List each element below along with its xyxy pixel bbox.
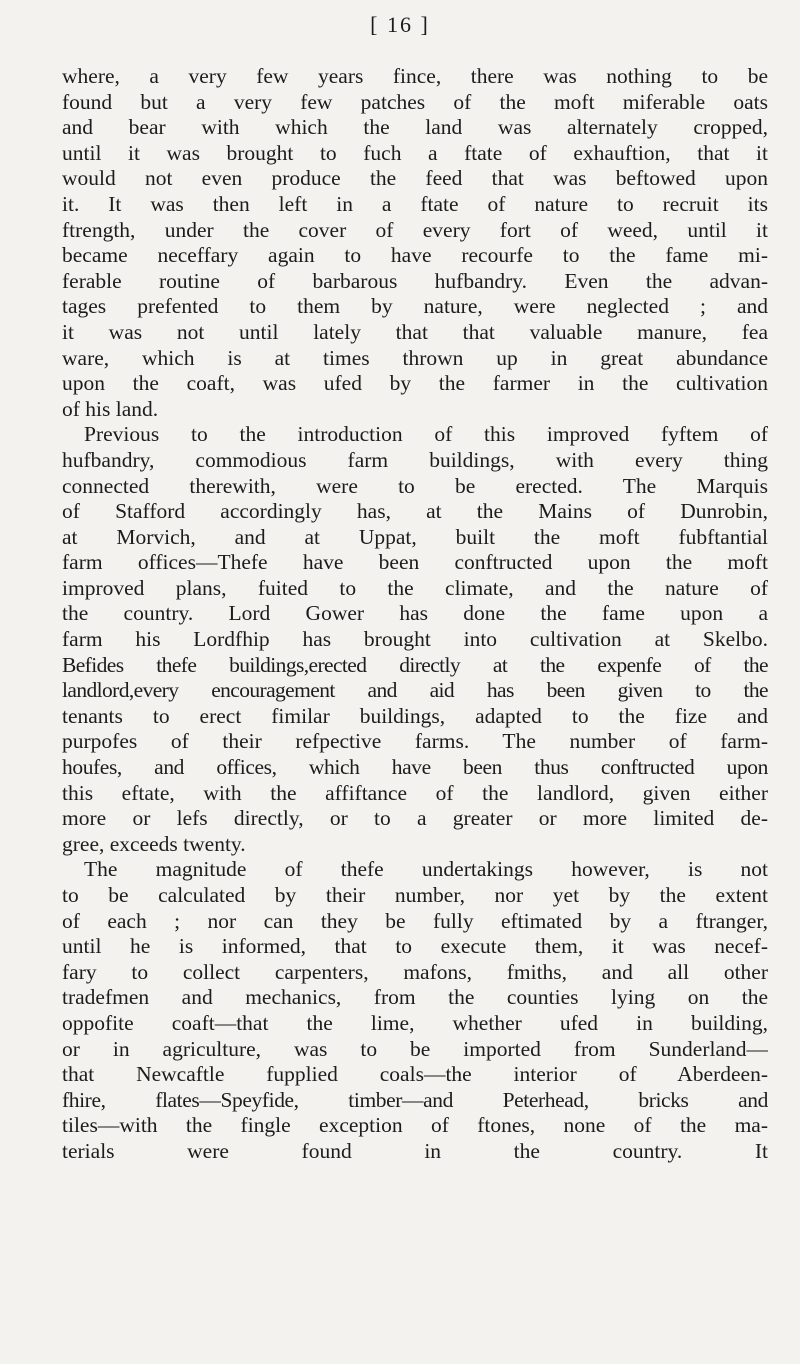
text-line: that Newcaftle fupplied coals—the interior of Aberdeen- bbox=[62, 1062, 768, 1087]
text-line: connected therewith, were to be erected. The Marquis bbox=[62, 473, 768, 498]
text-line: found but a very few patches of the moft miferable oats bbox=[62, 89, 768, 114]
text-line: tenants to erect fimilar buildings, adapted to the fize and bbox=[62, 703, 768, 728]
text-line: fary to collect carpenters, mafons, fmiths, and all other bbox=[62, 959, 768, 984]
text-line: where, a very few years fince, there was nothing to be bbox=[62, 64, 768, 88]
text-line: of Stafford accordingly has, at the Mains of Dunrobin, bbox=[62, 499, 768, 524]
body-text bbox=[62, 64, 768, 1165]
text-line: it was not until lately that that valuable manure, fea bbox=[62, 319, 768, 344]
text-line: ferable routine of barbarous hufbandry. Even the advan- bbox=[62, 268, 768, 293]
text-line: Befides thefe buildings,erected directly at the expenfe of the bbox=[62, 652, 768, 677]
text-line: ftrength, under the cover of every fort of weed, until it bbox=[62, 217, 768, 242]
text-line: farm offices—Thefe have been conftructed upon the moft bbox=[62, 550, 768, 575]
text-line: oppofite coaft—that the lime, whether ufed in building, bbox=[62, 1010, 768, 1035]
text-line: or in agriculture, was to be imported from Sunderland— bbox=[62, 1036, 768, 1061]
text-line: would not even produce the feed that was beftowed upon bbox=[62, 166, 768, 191]
text-line: this eftate, with the affiftance of the landlord, given either bbox=[62, 780, 768, 805]
text-line: landlord,every encouragement and aid has been given to the bbox=[62, 678, 768, 703]
text-line: of each ; nor can they be fully eftimated by a ftranger, bbox=[62, 908, 768, 933]
text-line: improved plans, fuited to the climate, and the nature of bbox=[62, 575, 768, 600]
text-line: hufbandry, commodious farm buildings, with every thing bbox=[62, 447, 768, 472]
text-line: ware, which is at times thrown up in great abundance bbox=[62, 345, 768, 370]
text-line: Previous to the introduction of this improved fyftem of bbox=[84, 422, 768, 447]
text-line: the country. Lord Gower has done the fame upon a bbox=[62, 601, 768, 626]
text-line: tradefmen and mechanics, from the counties lying on the bbox=[62, 985, 768, 1010]
text-line: until he is informed, that to execute them, it was necef- bbox=[62, 934, 768, 959]
text-line: tiles—with the fingle exception of ftones, none of the ma- bbox=[62, 1113, 768, 1138]
text-line: The magnitude of thefe undertakings however, is not bbox=[84, 857, 768, 882]
text-line: purpofes of their refpective farms. The number of farm- bbox=[62, 729, 768, 754]
text-line: it. It was then left in a ftate of nature to recruit its bbox=[62, 191, 768, 216]
text-line: gree, exceeds twenty. bbox=[62, 831, 246, 856]
page-number-header: [ 16 ] bbox=[370, 12, 430, 37]
text-line: tages prefented to them by nature, were neglected ; and bbox=[62, 294, 768, 319]
text-line: until it was brought to fuch a ftate of exhauftion, that it bbox=[62, 140, 768, 165]
text-line: and bear with which the land was alternately cropped, bbox=[62, 115, 768, 140]
text-line: more or lefs directly, or to a greater or more limited de- bbox=[62, 806, 768, 831]
text-line: fhire, flates—Speyfide, timber—and Peterhead, bricks and bbox=[62, 1087, 768, 1112]
text-line: upon the coaft, was ufed by the farmer in the cultivation bbox=[62, 371, 768, 396]
text-line: at Morvich, and at Uppat, built the moft fubftantial bbox=[62, 524, 768, 549]
text-line: became neceffary again to have recourfe to the fame mi- bbox=[62, 243, 768, 268]
text-line: farm his Lordfhip has brought into cultivation at Skelbo. bbox=[62, 627, 768, 652]
text-line: houfes, and offices, which have been thus conftructed upon bbox=[62, 755, 768, 780]
text-line: to be calculated by their number, nor yet by the extent bbox=[62, 883, 768, 907]
text-line: terials were found in the country. It bbox=[62, 1138, 768, 1163]
text-line: of his land. bbox=[62, 396, 159, 421]
